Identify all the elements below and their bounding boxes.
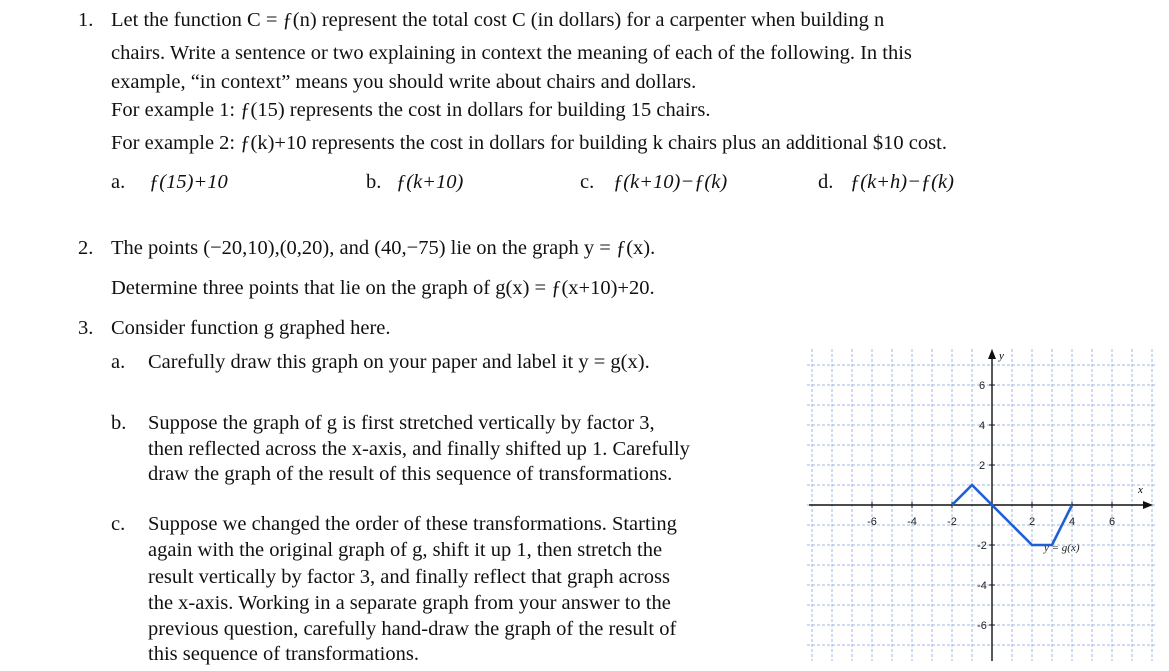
q3-a-text: Carefully draw this graph on your paper and label it y = g(x).	[148, 351, 650, 373]
q1-part-b-label: b.	[366, 171, 382, 193]
y-tick-label: 6	[978, 380, 986, 392]
q1-example1: For example 1: ƒ(15) represents the cost in dollars for building 15 chairs.	[111, 99, 711, 121]
q2-line1: The points (−20,10),(0,20), and (40,−75) lie on the graph y = ƒ(x).	[111, 237, 656, 259]
q1-example2: For example 2: ƒ(k)+10 represents the cost in dollars for building k chairs plus an additional $10 cost.	[111, 132, 947, 154]
x-axis-label: x	[1138, 484, 1143, 496]
q1-part-d-label: d.	[818, 171, 834, 193]
y-tick-label: 4	[978, 420, 986, 432]
q3-c-line1: Suppose we changed the order of these transformations. Starting	[148, 513, 677, 535]
q3-b-label: b.	[111, 412, 127, 434]
x-tick-label: 6	[1108, 516, 1116, 528]
q1-part-a-label: a.	[111, 171, 126, 193]
q1-line2: chairs. Write a sentence or two explaining in context the meaning of each of the following. In this	[111, 42, 912, 64]
q3-c-label: c.	[111, 513, 126, 535]
y-axis-arrow	[988, 349, 996, 359]
q3-a-label: a.	[111, 351, 126, 373]
q3-c-line6: this sequence of transformations.	[148, 643, 419, 665]
graph-curve	[952, 485, 1080, 554]
y-tick-label: -6	[977, 620, 987, 632]
x-tick-label: -6	[867, 516, 877, 528]
x-tick-label: 4	[1068, 516, 1076, 528]
x-tick-label: -2	[947, 516, 957, 528]
q1-number: 1.	[78, 9, 94, 31]
curve-label: y = g(x)	[1044, 542, 1080, 554]
q3-c-line2: again with the original graph of g, shift it up 1, then stretch the	[148, 539, 663, 561]
q1-part-b-expr: ƒ(k+10)	[396, 171, 464, 193]
q3-b-line2: then reflected across the x-axis, and finally shifted up 1. Carefully	[148, 438, 690, 460]
q3-b-line1: Suppose the graph of g is first stretched vertically by factor 3,	[148, 412, 655, 434]
coordinate-graph	[805, 345, 1160, 663]
q1-line1: Let the function C = ƒ(n) represent the total cost C (in dollars) for a carpenter when building n	[111, 9, 885, 31]
y-tick-label: -2	[977, 540, 987, 552]
q2-number: 2.	[78, 237, 94, 259]
q3-number: 3.	[78, 317, 94, 339]
x-axis-arrow	[1143, 501, 1153, 509]
q1-part-a-expr: ƒ(15)+10	[149, 171, 228, 193]
q3-intro: Consider function g graphed here.	[111, 317, 391, 339]
q3-c-line4: the x-axis. Working in a separate graph from your answer to the	[148, 592, 671, 614]
graph-axes	[809, 349, 1153, 661]
q1-line3: example, “in context” means you should write about chairs and dollars.	[111, 71, 697, 93]
x-tick-label: 2	[1028, 516, 1036, 528]
y-axis-label: y	[999, 350, 1004, 362]
x-tick-label: -4	[907, 516, 917, 528]
q3-c-line3: result vertically by factor 3, and finally reflect that graph across	[148, 566, 670, 588]
q2-line2: Determine three points that lie on the graph of g(x) = ƒ(x+10)+20.	[111, 277, 655, 299]
y-tick-label: -4	[977, 580, 987, 592]
graph-tick-labels	[867, 380, 1115, 632]
y-tick-label: 2	[978, 460, 986, 472]
q3-b-line3: draw the graph of the result of this sequence of transformations.	[148, 463, 673, 485]
q1-part-c-label: c.	[580, 171, 595, 193]
q1-part-c-expr: ƒ(k+10)−ƒ(k)	[613, 171, 728, 193]
q3-c-line5: previous question, carefully hand-draw the graph of the result of	[148, 618, 677, 640]
q1-part-d-expr: ƒ(k+h)−ƒ(k)	[850, 171, 954, 193]
